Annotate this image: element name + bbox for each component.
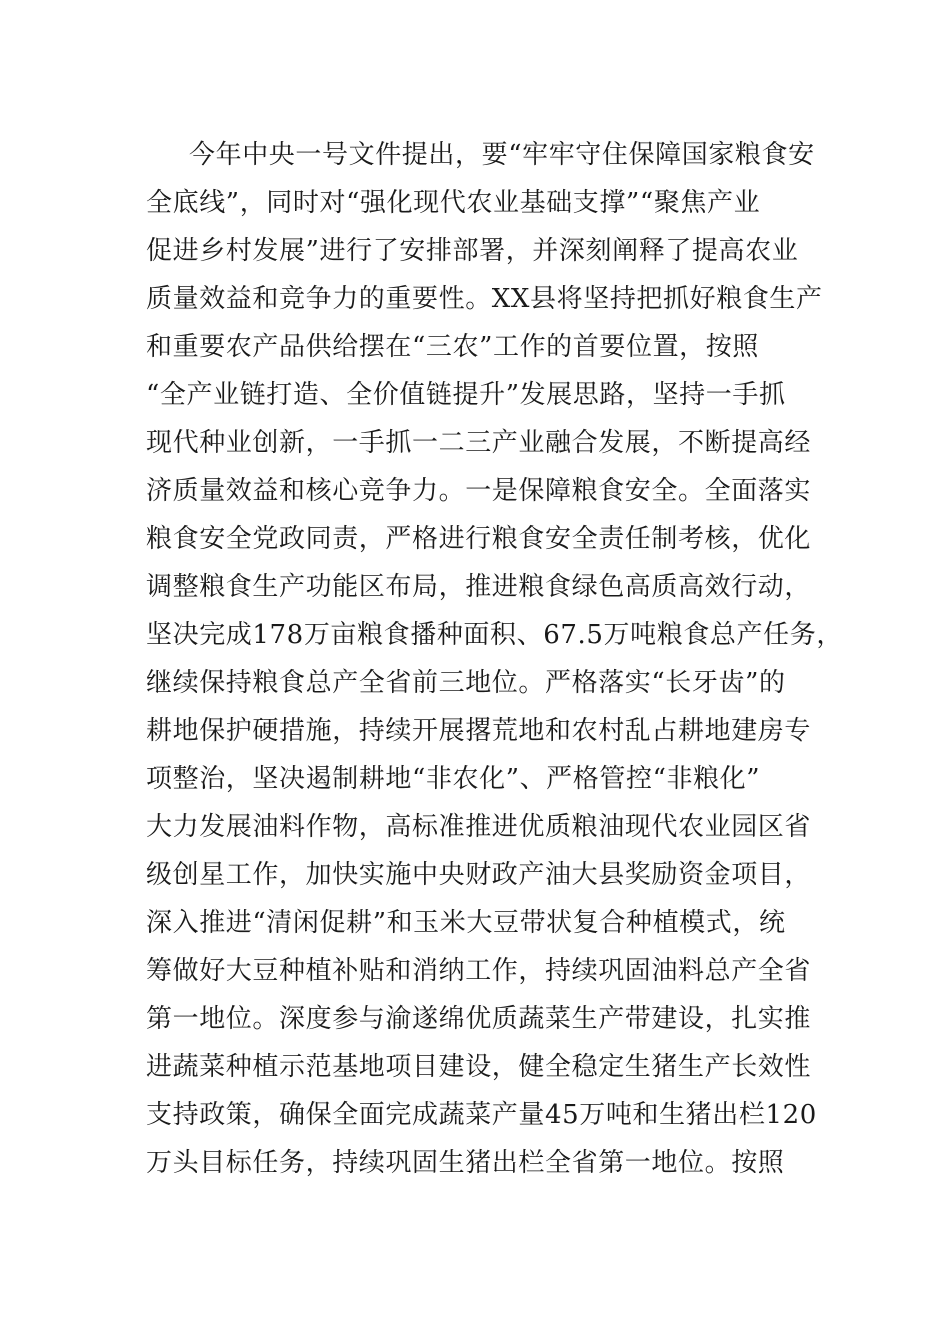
text-line: 级创星工作，加快实施中央财政产油大县奖励资金项目， xyxy=(146,860,812,890)
text-line: 项整治，坚决遏制耕地“非农化”、严格管控“非粮化” xyxy=(146,764,761,794)
text-line: 坚决完成178万亩粮食播种面积、67.5万吨粮食总产任务， xyxy=(146,620,843,650)
text-line: 和重要农产品供给摆在“三农”工作的首要位置，按照 xyxy=(146,332,759,362)
text-line: 耕地保护硬措施，持续开展撂荒地和农村乱占耕地建房专 xyxy=(146,716,812,746)
text-line: 第一地位。深度参与渝遂绵优质蔬菜生产带建设，扎实推 xyxy=(146,1004,812,1034)
text-line: 粮食安全党政同责，严格进行粮食安全责任制考核，优化 xyxy=(146,524,812,554)
text-line: 筹做好大豆种植补贴和消纳工作，持续巩固油料总产全省 xyxy=(146,956,812,986)
text-line: 全底线”，同时对“强化现代农业基础支撑”“聚焦产业 xyxy=(146,188,761,218)
text-line: 大力发展油料作物，高标准推进优质粮油现代农业园区省 xyxy=(146,812,812,842)
text-line: 现代种业创新，一手抓一二三产业融合发展，不断提高经 xyxy=(146,428,812,458)
text-line: 支持政策，确保全面完成蔬菜产量45万吨和生猪出栏120 xyxy=(146,1100,817,1130)
text-line: 继续保持粮食总产全省前三地位。严格落实“长牙齿”的 xyxy=(146,668,786,698)
text-line: 深入推进“清闲促耕”和玉米大豆带状复合种植模式，统 xyxy=(146,908,786,938)
text-line: 促进乡村发展”进行了安排部署，并深刻阐释了提高农业 xyxy=(146,236,799,266)
text-line: 进蔬菜种植示范基地项目建设，健全稳定生猪生产长效性 xyxy=(146,1052,812,1082)
text-line: 万头目标任务，持续巩固生猪出栏全省第一地位。按照 xyxy=(146,1148,785,1178)
text-line: 今年中央一号文件提出，要“牢牢守住保障国家粮食安 xyxy=(189,140,815,170)
text-line: “全产业链打造、全价值链提升”发展思路，坚持一手抓 xyxy=(146,380,786,410)
text-line: 质量效益和竞争力的重要性。XX县将坚持把抓好粮食生产 xyxy=(146,284,823,314)
text-line: 调整粮食生产功能区布局，推进粮食绿色高质高效行动， xyxy=(146,572,812,602)
body-paragraph xyxy=(146,131,843,1187)
text-line: 济质量效益和核心竞争力。一是保障粮食安全。全面落实 xyxy=(146,476,812,506)
